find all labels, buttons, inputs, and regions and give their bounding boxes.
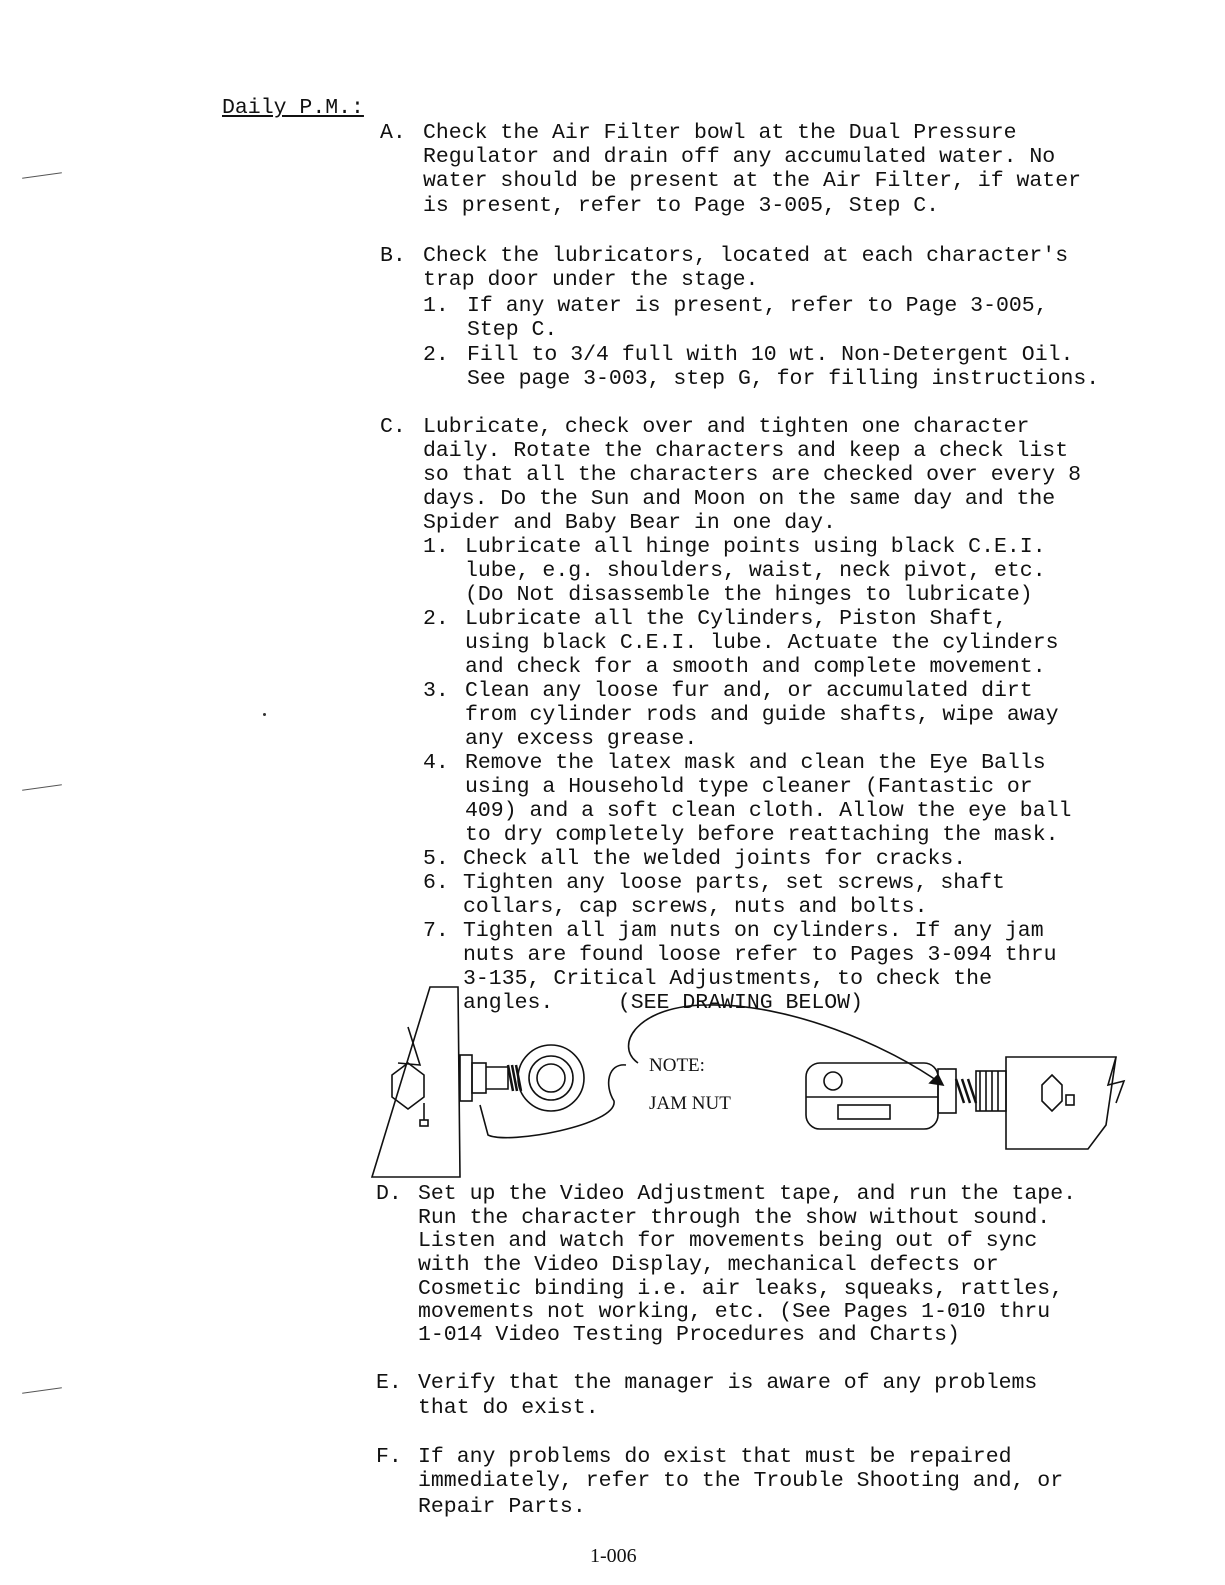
item-text: Tighten any loose parts, set screws, shaft <box>463 871 1005 895</box>
item-text: 3-135, Critical Adjustments, to check the <box>463 967 992 991</box>
page-heading: Daily P.M.: <box>222 96 364 120</box>
section-label: B. <box>380 244 406 268</box>
item-text: lube, e.g. shoulders, waist, neck pivot, etc. <box>465 559 1046 583</box>
rod-end-eye <box>518 1045 584 1111</box>
section-text: is present, refer to Page 3-005, Step C. <box>423 194 940 218</box>
right-hex-bolt <box>1042 1075 1062 1111</box>
item-text: If any water is present, refer to Page 3-005, <box>467 294 1048 318</box>
section-label: C. <box>380 415 406 439</box>
item-text: Check all the welded joints for cracks. <box>463 847 967 871</box>
section-label: F. <box>376 1445 402 1469</box>
margin-mark <box>22 784 62 791</box>
note-label: NOTE: <box>649 1055 705 1076</box>
item-text: to dry completely before reattaching the mask. <box>465 823 1059 847</box>
section-text: with the Video Display, mechanical defects or <box>418 1253 999 1277</box>
left-pointer <box>480 1065 626 1138</box>
jam-nut-drawing <box>368 985 1148 1185</box>
item-text: from cylinder rods and guide shafts, wipe away <box>465 703 1059 727</box>
section-text: If any problems do exist that must be repaired <box>418 1445 1012 1469</box>
item-text: any excess grease. <box>465 727 698 751</box>
page-number: 1-006 <box>590 1545 637 1567</box>
item-number: 5. <box>423 847 449 871</box>
section-text: Set up the Video Adjustment tape, and run the tape. <box>418 1182 1077 1206</box>
section-text: movements not working, etc. (See Pages 1-010 thru <box>418 1300 1051 1324</box>
item-text: using a Household type cleaner (Fantastic or <box>465 775 1033 799</box>
item-text: Tighten all jam nuts on cylinders. If any jam <box>463 919 1044 943</box>
item-number: 1. <box>423 535 449 559</box>
item-number: 2. <box>423 343 449 367</box>
item-text: using black C.E.I. lube. Actuate the cylinders <box>465 631 1059 655</box>
section-text: Listen and watch for movements being out of sync <box>418 1229 1038 1253</box>
item-number: 6. <box>423 871 449 895</box>
item-number: 4. <box>423 751 449 775</box>
section-text: Check the lubricators, located at each character's <box>423 244 1069 268</box>
section-text: Verify that the manager is aware of any problems <box>418 1371 1038 1395</box>
section-text: Cosmetic binding i.e. air leaks, squeaks, rattles, <box>418 1277 1064 1301</box>
item-text: Lubricate all hinge points using black C.E.I. <box>465 535 1046 559</box>
item-text: Remove the latex mask and clean the Eye Balls <box>465 751 1046 775</box>
section-text: Run the character through the show without sound. <box>418 1206 1051 1230</box>
item-text: nuts are found loose refer to Pages 3-094 thru <box>463 943 1057 967</box>
item-number: 1. <box>423 294 449 318</box>
item-text: collars, cap screws, nuts and bolts. <box>463 895 928 919</box>
item-text: See page 3-003, step G, for filling instructions. <box>467 367 1100 391</box>
item-text: Clean any loose fur and, or accumulated dirt <box>465 679 1033 703</box>
item-text: angles. (SEE DRAWING BELOW) <box>463 991 863 1015</box>
section-text: days. Do the Sun and Moon on the same day and the <box>423 487 1056 511</box>
section-text: Regulator and drain off any accumulated water. No <box>423 145 1056 169</box>
jam-nut-label: JAM NUT <box>649 1093 731 1114</box>
section-text: daily. Rotate the characters and keep a check list <box>423 439 1069 463</box>
margin-mark <box>22 1387 62 1394</box>
section-text: 1-014 Video Testing Procedures and Charts) <box>418 1323 960 1347</box>
section-text: that do exist. <box>418 1396 599 1420</box>
item-text: Fill to 3/4 full with 10 wt. Non-Detergent Oil. <box>467 343 1074 367</box>
section-text: immediately, refer to the Trouble Shooting and, or <box>418 1469 1064 1493</box>
section-text: Lubricate, check over and tighten one character <box>423 415 1030 439</box>
section-text: Repair Parts. <box>418 1495 586 1519</box>
item-text: Step C. <box>467 318 558 342</box>
item-number: 3. <box>423 679 449 703</box>
section-text: trap door under the stage. <box>423 268 759 292</box>
section-text: water should be present at the Air Filter, if water <box>423 169 1082 193</box>
section-label: D. <box>376 1182 402 1206</box>
item-text: 409) and a soft clean cloth. Allow the eye ball <box>465 799 1072 823</box>
section-text: Check the Air Filter bowl at the Dual Pressure <box>423 121 1017 145</box>
margin-mark <box>22 172 62 179</box>
item-text: Lubricate all the Cylinders, Piston Shaft, <box>465 607 1007 631</box>
item-number: 2. <box>423 607 449 631</box>
left-hex-bolt <box>392 1063 424 1109</box>
section-label: E. <box>376 1371 402 1395</box>
item-text: and check for a smooth and complete movement. <box>465 655 1046 679</box>
item-text: (Do Not disassemble the hinges to lubricate) <box>465 583 1033 607</box>
left-bracket <box>372 987 460 1177</box>
jam-nut-illustration <box>368 985 1148 1185</box>
section-text: Spider and Baby Bear in one day. <box>423 511 836 535</box>
speck <box>263 713 266 716</box>
item-number: 7. <box>423 919 449 943</box>
section-label: A. <box>380 121 406 145</box>
section-text: so that all the characters are checked over every 8 <box>423 463 1082 487</box>
